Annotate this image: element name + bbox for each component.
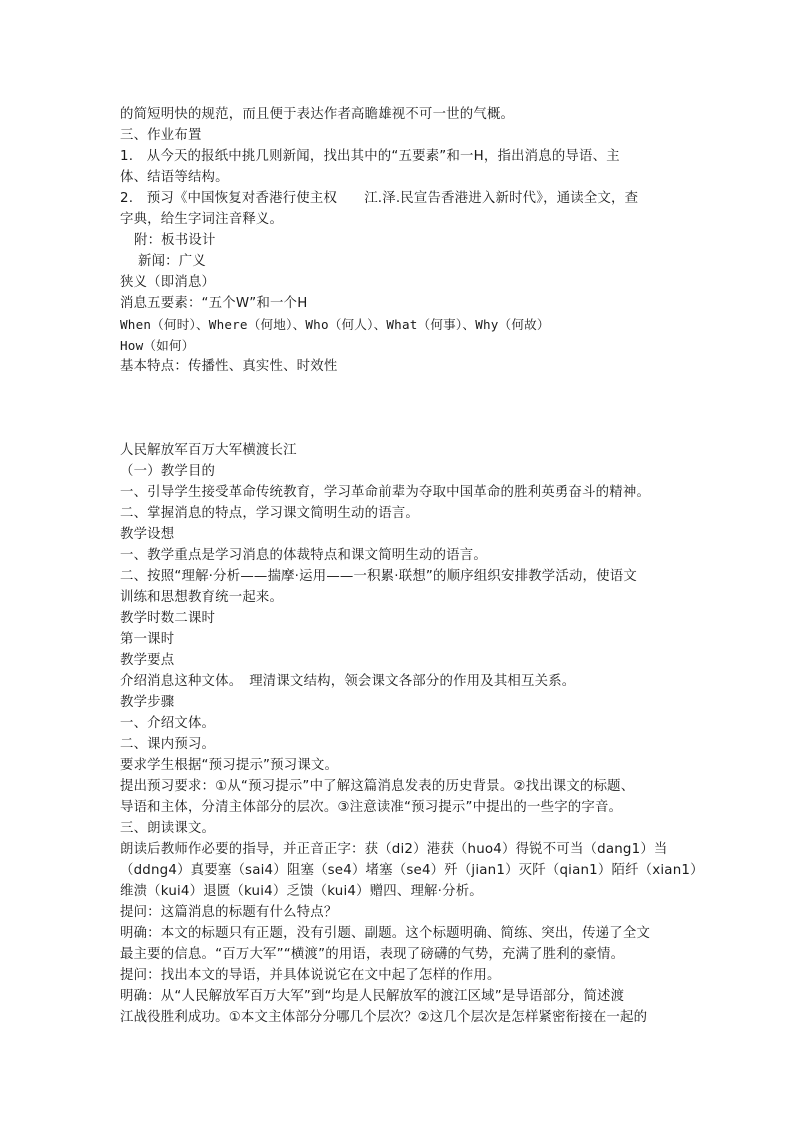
pronunciation-line-3: 维溃（kui4）退匮（kui4）乏馈（kui4）赠四、理解·分析。 bbox=[120, 884, 483, 899]
answer-1: 明确：本文的标题只有正题，没有引题、副题。这个标题明确、简练、突出，传递了全文 bbox=[120, 926, 651, 941]
board-how: How（如何） bbox=[120, 338, 195, 353]
pronunciation-line-2: （ddng4）真要塞（sai4）阻塞（se4）堵塞（se4）歼（jian1）灭阡（qian1）陌纤（xian1） bbox=[120, 863, 704, 878]
steps-heading: 教学步骤 bbox=[120, 695, 175, 710]
aim-2: 二、掌握消息的特点，学习课文简明生动的语言。 bbox=[120, 506, 419, 521]
key-points-text: 介绍消息这种文体。 理清课文结构，领会课文各部分的作用及其相互关系。 bbox=[120, 674, 576, 689]
board-news-broad: 新闻：广义 bbox=[138, 254, 206, 269]
aim-1: 一、引导学生接受革命传统教育，学习革命前辈为夺取中国革命的胜利英勇奋斗的精神。 bbox=[120, 485, 651, 500]
first-lesson-heading: 第一课时 bbox=[120, 632, 175, 647]
preview-requirements-cont: 导语和主体，分清主体部分的层次。③注意读准“预习提示”中提出的一些字的字音。 bbox=[120, 800, 623, 815]
teaching-plan-heading: 教学设想 bbox=[120, 527, 175, 542]
class-hours: 教学时数二课时 bbox=[120, 611, 216, 626]
key-points-heading: 教学要点 bbox=[120, 653, 175, 668]
plan-2-cont: 训练和思想教育统一起来。 bbox=[120, 590, 284, 605]
step-2-text: 要求学生根据“预习提示”预习课文。 bbox=[120, 758, 339, 773]
heading-homework: 三、作业布置 bbox=[120, 128, 202, 143]
teaching-aims-heading: （一）教学目的 bbox=[120, 464, 216, 479]
board-features: 基本特点：传播性、真实性、时效性 bbox=[120, 359, 338, 374]
step-2: 二、课内预习。 bbox=[120, 737, 216, 752]
homework-item-1: 1. 从今天的报纸中挑几则新闻，找出其中的“五要素”和一H，指出消息的导语、主 bbox=[120, 149, 620, 164]
plan-2: 二、按照“理解·分析——揣摩·运用——一积累·联想”的顺序组织安排教学活动，使语文 bbox=[120, 569, 637, 584]
answer-1-cont: 最主要的信息。“百万大军”“横渡”的用语，表现了磅礴的气势，充满了胜利的豪情。 bbox=[120, 947, 625, 962]
lesson-title: 人民解放军百万大军横渡长江 bbox=[120, 443, 297, 458]
board-five-elements: 消息五要素：“五个W”和一个H bbox=[120, 296, 308, 311]
preview-requirements: 提出预习要求：①从“预习提示”中了解这篇消息发表的历史背景。②找出课文的标题、 bbox=[120, 779, 635, 794]
homework-item-2: 2. 预习《中国恢复对香港行使主权 江.泽.民宣告香港进入新时代》，通读全文，查 bbox=[120, 191, 639, 206]
answer-2-cont: 江战役胜利成功。①本文主体部分分哪几个层次？②这几个层次是怎样紧密衔接在一起的 bbox=[120, 1010, 648, 1025]
board-news-narrow: 狭义（即消息） bbox=[120, 275, 216, 290]
pronunciation-line-1: 朗读后教师作必要的指导，并正音正字：获（di2）港获（huo4）得锐不可当（dang1）当 bbox=[120, 842, 668, 857]
paragraph-line: 的简短明快的规范，而且便于表达作者高瞻雄视不可一世的气概。 bbox=[120, 107, 515, 122]
homework-item-1-cont: 体、结语等结构。 bbox=[120, 170, 229, 185]
homework-item-2-cont: 字典，给生字词注音释义。 bbox=[120, 212, 284, 227]
question-1: 提问：这篇消息的标题有什么特点？ bbox=[120, 905, 338, 920]
answer-2: 明确：从“人民解放军百万大军”到“均是人民解放军的渡江区域”是导语部分，简述渡 bbox=[120, 989, 625, 1004]
board-design-heading: 附：板书设计 bbox=[134, 233, 216, 248]
board-five-w: When（何时）、Where（何地）、Who（何人）、What（何事）、Why（何故） bbox=[120, 317, 550, 332]
question-2: 提问：找出本文的导语，并具体说说它在文中起了怎样的作用。 bbox=[120, 968, 501, 983]
step-1: 一、介绍文体。 bbox=[120, 716, 216, 731]
step-3: 三、朗读课文。 bbox=[120, 821, 216, 836]
plan-1: 一、教学重点是学习消息的体裁特点和课文简明生动的语言。 bbox=[120, 548, 487, 563]
